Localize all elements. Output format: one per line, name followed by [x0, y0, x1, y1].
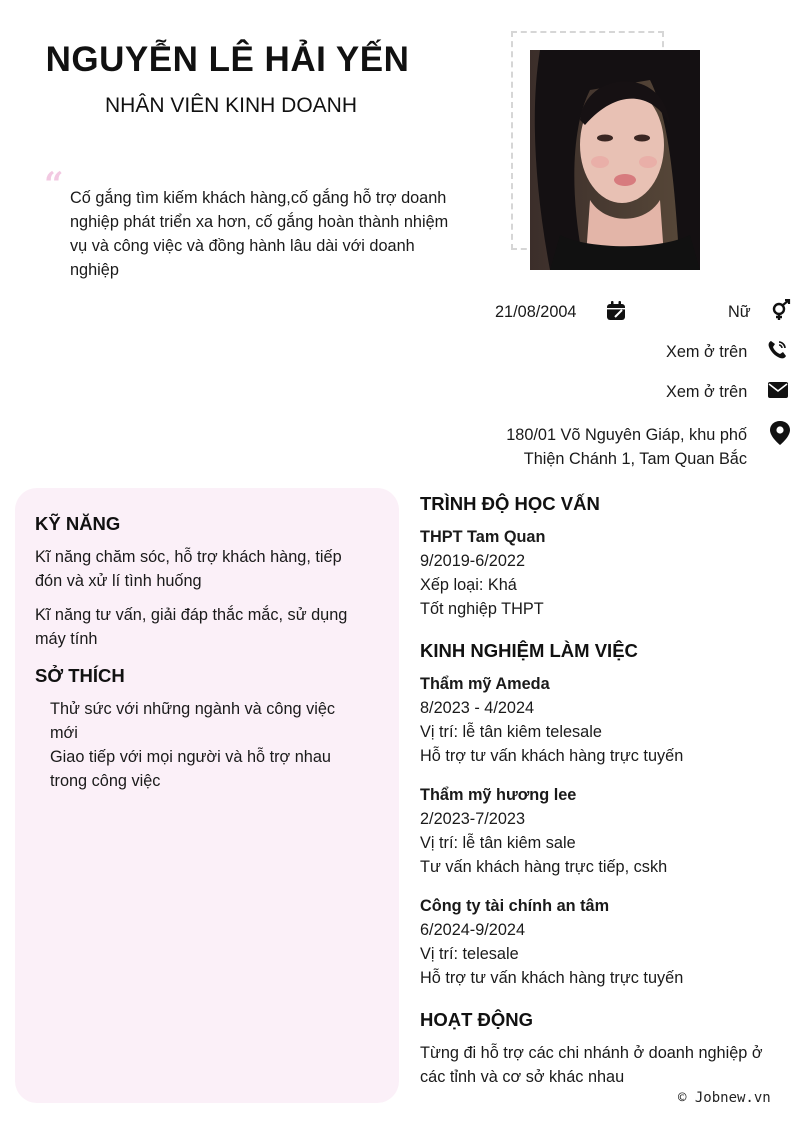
career-objective: Cố gắng tìm kiếm khách hàng,cố gắng hỗ trợ doanh nghiệp phát triển xa hơn, cố gắng hoàn thành nhiệm vụ và công việc và đồng hành lâu dài với doanh nghiệp: [70, 189, 449, 279]
job-entry: [420, 783, 790, 879]
hobbies-title: SỞ THÍCH: [35, 665, 125, 686]
job-period: 8/2023 - 4/2024: [420, 699, 535, 717]
job-description: Tư vấn khách hàng trực tiếp, cskh: [420, 858, 668, 876]
profile-photo: [530, 50, 700, 270]
job-title: NHÂN VIÊN KINH DOANH: [104, 94, 358, 117]
phone-value: Xem ở trên: [666, 343, 748, 361]
skill-item: Kĩ năng chăm sóc, hỗ trợ khách hàng, tiếp đón và xử lí tình huống: [35, 548, 342, 590]
email-value: Xem ở trên: [666, 383, 748, 401]
skill-item: Kĩ năng tư vấn, giải đáp thắc mắc, sử dụng máy tính: [35, 606, 348, 648]
education-result: Tốt nghiệp THPT: [420, 600, 544, 618]
education-title: TRÌNH ĐỘ HỌC VẤN: [420, 493, 600, 514]
job-period: 6/2024-9/2024: [420, 921, 526, 939]
quote-icon: “: [44, 165, 64, 205]
job-entry: [420, 672, 790, 768]
birthday-value: 21/08/2004: [495, 303, 577, 321]
phone-icon: [766, 339, 788, 361]
job-description: Hỗ trợ tư vấn khách hàng trực tuyến: [420, 969, 684, 987]
company-name: Thẩm mỹ hương lee: [420, 786, 577, 804]
company-name: Thẩm mỹ Ameda: [420, 675, 550, 693]
candidate-name: NGUYỄN LÊ HẢI YẾN: [45, 40, 410, 79]
hobby-item: Giao tiếp với mọi người và hỗ trợ nhau trong công việc: [50, 748, 331, 790]
job-description: Hỗ trợ tư vấn khách hàng trực tuyến: [420, 747, 684, 765]
education-period: 9/2019-6/2022: [420, 552, 526, 570]
job-role: Vị trí: telesale: [420, 945, 519, 963]
address-line-1: 180/01 Võ Nguyên Giáp, khu phố: [506, 426, 747, 444]
hobby-item: Thử sức với những ngành và công việc mới: [50, 700, 336, 742]
company-name: Công ty tài chính an tâm: [420, 897, 610, 915]
activities-text: Từng đi hỗ trợ các chi nhánh ở doanh nghiệp ở các tỉnh và cơ sở khác nhau: [420, 1044, 763, 1086]
job-period: 2/2023-7/2023: [420, 810, 526, 828]
calendar-icon: [605, 300, 627, 322]
address: [420, 423, 747, 471]
location-icon: [769, 420, 791, 446]
job-entry: [420, 894, 790, 990]
address-line-2: Thiện Chánh 1, Tam Quan Bắc: [523, 450, 747, 468]
job-role: Vị trí: lễ tân kiêm sale: [420, 834, 576, 852]
school-name: THPT Tam Quan: [420, 528, 546, 546]
email-icon: [767, 379, 789, 401]
job-role: Vị trí: lễ tân kiêm telesale: [420, 723, 602, 741]
gender-value: Nữ: [728, 303, 751, 321]
education-grade: Xếp loại: Khá: [420, 576, 517, 594]
activities-title: HOẠT ĐỘNG: [420, 1009, 534, 1030]
skills-title: KỸ NĂNG: [35, 513, 121, 534]
gender-icon: [770, 299, 792, 321]
experience-title: KINH NGHIỆM LÀM VIỆC: [420, 640, 638, 661]
education-entry: [420, 525, 790, 621]
footer-credit: © Jobnew.vn: [678, 1090, 771, 1106]
